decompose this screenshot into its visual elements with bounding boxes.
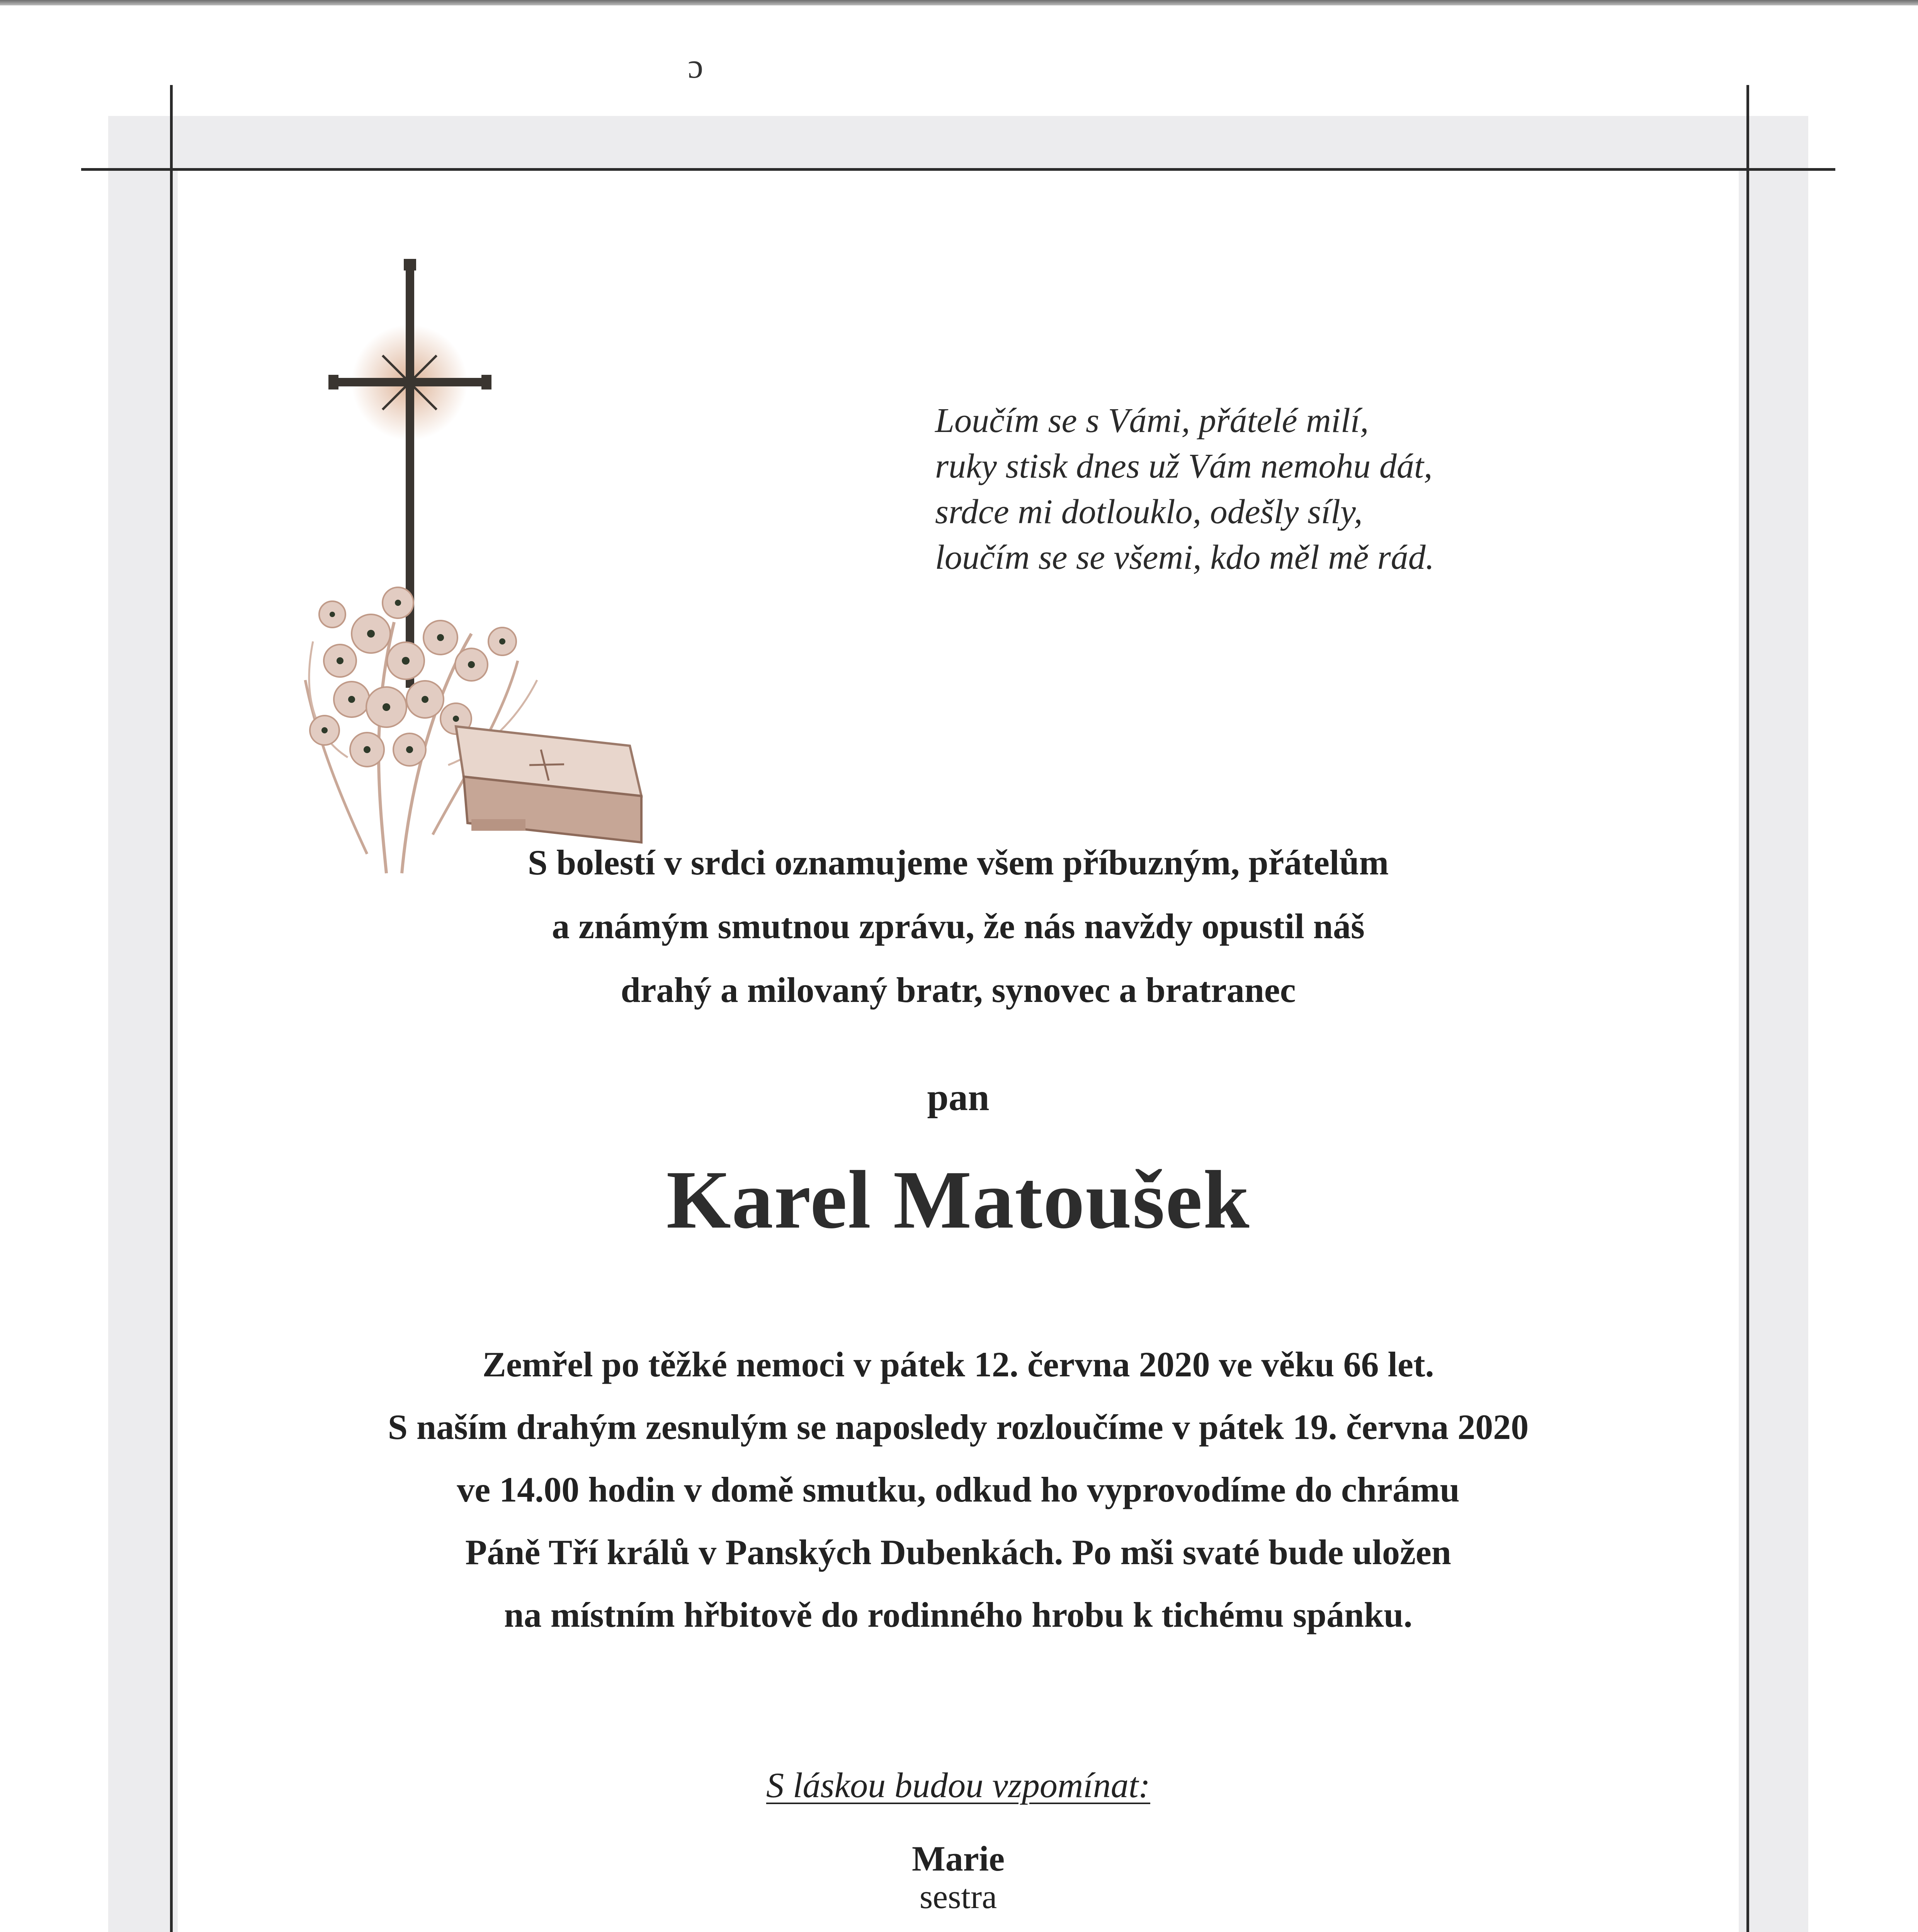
details-line: na místním hřbitově do rodinného hrobu k tichému spánku.	[504, 1595, 1413, 1634]
scan-mark: ɔ	[688, 47, 703, 85]
poem-line: ruky stisk dnes už Vám nemohu dát,	[935, 447, 1433, 485]
details-line: S naším drahým zesnulým se naposledy rozloučíme v pátek 19. června 2020	[388, 1407, 1529, 1447]
details-line: ve 14.00 hodin v domě smutku, odkud ho vyprovodíme do chrámu	[457, 1470, 1460, 1509]
frame-band-top	[108, 116, 1808, 170]
mourners-heading	[178, 1762, 1739, 1808]
frame-rule-top	[81, 168, 1835, 171]
frame-rule-left	[170, 85, 173, 1932]
poem-line: srdce mi dotlouklo, odešly síly,	[935, 493, 1363, 531]
mourners-heading-text: S láskou budou vzpomínat:	[766, 1765, 1151, 1805]
details-line: Zemřel po těžké nemoci v pátek 12. června 2020 ve věku 66 let.	[482, 1345, 1434, 1384]
frame-band-right	[1739, 116, 1808, 1932]
mourner-relation: sestra	[919, 1878, 997, 1916]
announcement-line: S bolestí v srdci oznamujeme všem příbuzným, přátelům	[527, 843, 1389, 882]
frame-band-left	[108, 116, 178, 1932]
deceased-title: pan	[927, 1076, 990, 1119]
details-line: Páně Tří králů v Panských Dubenkách. Po mši svaté bude uložen	[465, 1532, 1451, 1572]
frame-rule-right	[1746, 85, 1749, 1932]
poem-line: loučím se se všemi, kdo měl mě rád.	[935, 538, 1435, 577]
deceased-name: Karel Matoušek	[666, 1153, 1250, 1246]
funeral-details	[178, 1333, 1739, 1646]
announcement-line: a známým smutnou zprávu, že nás navždy opustil náš	[552, 906, 1365, 946]
poem	[935, 398, 1592, 580]
book-icon	[456, 726, 641, 842]
cross-icon	[328, 259, 491, 688]
poem-line: Loučím se s Vámi, přátelé milí,	[935, 401, 1369, 440]
announcement-line: drahý a milovaný bratr, synovec a bratranec	[621, 970, 1296, 1010]
ornament-illustration	[270, 255, 680, 904]
announcement	[178, 831, 1739, 1022]
scan-edge	[0, 0, 1918, 5]
mourner-name: Marie	[911, 1839, 1005, 1878]
